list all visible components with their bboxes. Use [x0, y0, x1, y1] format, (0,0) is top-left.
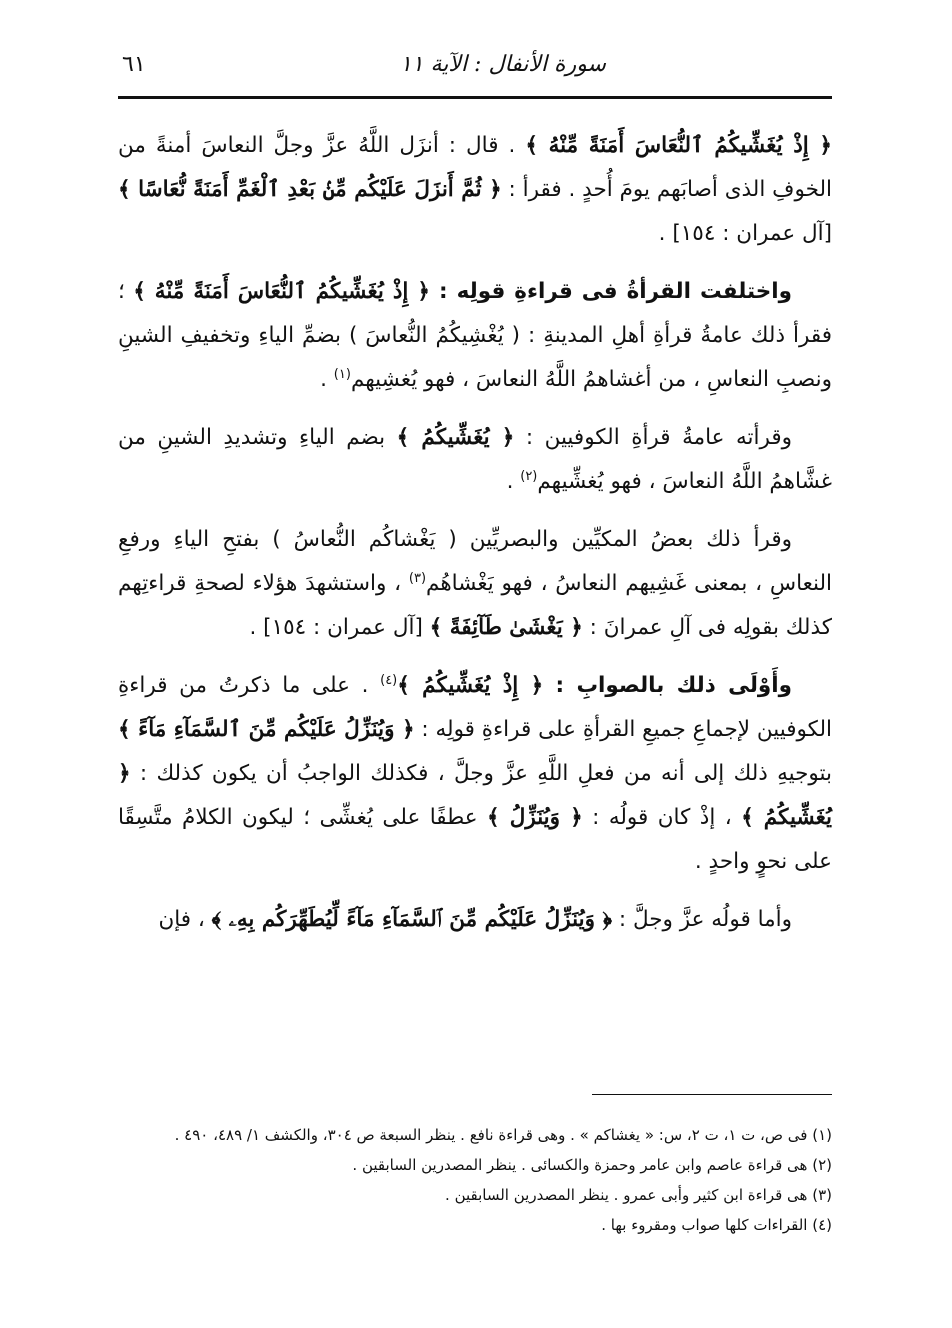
quran-quote: ﴿ إِذْ يُغَشِّيكُمُ ٱلنُّعَاسَ أَمَنَةً مِّنْهُ ﴾ [525, 133, 832, 158]
paragraph-lead: وأَوْلَى ذلك بالصوابِ : [543, 673, 792, 698]
text-run: ، واستشهدَ هؤلاء لصحةِ قراءتِهم كذلك بقولِه فى آلِ عمرانَ : [118, 571, 832, 640]
paragraph-6 [118, 898, 832, 942]
footnote-4: (٤) القراءات كلها صواب ومقروء بها . [601, 1216, 832, 1234]
text-run: بتوجيهِ ذلك إلى أنه من فعلِ اللَّهِ عزَّ وجلَّ ، فكذلك الواجبُ أن يكون كذلك : [130, 761, 832, 786]
text-run: . [506, 469, 521, 494]
footnote-3: (٣) هى قراءة ابن كثير وأبى عمرو . ينظر المصدرين السابقين . [445, 1186, 832, 1204]
page-number: ٦١ [122, 52, 146, 77]
quran-quote: ﴿ إِذْ يُغَشِّيكُمُ ٱلنُّعَاسَ أَمَنَةً مِّنْهُ ﴾ [133, 279, 430, 304]
header-rule [118, 96, 832, 99]
footnote-ref-1[interactable]: (١) [333, 366, 351, 382]
page-header [118, 48, 832, 92]
quran-quote: ﴿ ثُمَّ أَنزَلَ عَلَيْكُم مِّنۢ بَعْدِ ٱلْغَمِّ أَمَنَةً نُّعَاسًا ﴾ [118, 177, 502, 202]
text-run: . قال : أنزَل اللَّهُ عزَّ وجلَّ النعاسَ أمنةً من الخوفِ الذى أصابَهم يومَ أُحدٍ . فقرأ : [118, 133, 832, 202]
paragraph-4 [118, 518, 832, 650]
text-run: وأما قولُه عزَّ وجلَّ : [612, 907, 792, 932]
quran-quote: ﴿ يُغَشِّيكُمُ ﴾ [396, 425, 515, 450]
footnote-divider [592, 1094, 832, 1095]
running-title: سورة الأنفال : الآية ١١ [399, 52, 606, 77]
text-run: ؛ فقرأ ذلك عامةُ قرأةِ أهلِ المدينةِ : ( يُغْشِيكُمُ النُّعاسَ ) بضمِّ الياءِ وتخفيفِ الشينِ ونصبِ النعاسِ ، من أغشاهمُ اللَّهُ النعاسَ ، فهو يُغشِيهم [118, 279, 832, 392]
surah-citation: [آل عمران : ١٥٤] . [658, 221, 832, 246]
text-run: وقرأته عامةُ قرأةِ الكوفيين : [514, 425, 792, 450]
paragraph-lead: واختلفت القرأةُ فى قراءةِ قولِه : [430, 279, 792, 304]
paragraph-5 [118, 664, 832, 884]
text-run: عطفًا على يُغشِّى ؛ ليكون الكلامُ متَّسِقًا على نحوٍ واحدٍ . [118, 805, 832, 874]
footnotes [118, 1120, 832, 1240]
body-text [118, 124, 832, 956]
paragraph-2 [118, 270, 832, 402]
quran-quote: ﴿ وَيُنَزِّلُ عَلَيْكُم مِّنَ ٱلسَّمَآءِ مَآءً ﴾ [118, 717, 415, 742]
quran-quote: ﴿ إِذْ يُغَشِّيكُمُ ﴾ [397, 673, 544, 698]
text-run: . على ما ذكرتُ من قراءةِ الكوفيين لإجماعِ جميعِ القرأةِ على قراءةِ قولِه : [118, 673, 832, 742]
quran-quote: ﴿ يُغَشِّيكُمُ ﴾ [118, 761, 832, 830]
footnote-1: (١) فى ص، ت ١، ت ٢، س: « يغشاكم » . وهى قراءة نافع . ينظر السبعة ص ٣٠٤، والكشف ١/ ٤٨٩، ٤٩٠ . [174, 1126, 832, 1144]
footnote-ref-3[interactable]: (٣) [408, 570, 427, 586]
text-run: . [320, 367, 334, 392]
text-run: ، فإن [158, 907, 212, 932]
surah-citation: [آل عمران : ١٥٤] . [249, 615, 430, 640]
text-run: ، إذْ كان قولُه : [582, 805, 742, 830]
text-run: وقرأ ذلك بعضُ المكيِّين والبصريِّين ( يَغْشاكُم النُّعاسُ ) بفتحِ الياءِ ورفعِ النعاسِ ، بمعنى غَشِيهم النعاسُ ، فهو يَغْشاهُم [118, 527, 832, 596]
text-run: بضم الياءِ وتشديدِ الشينِ من غشَّاهمُ اللَّهُ النعاسَ ، فهو يُغشِّيهم [118, 425, 832, 494]
paragraph-3 [118, 416, 832, 504]
footnote-ref-2[interactable]: (٢) [520, 468, 538, 484]
footnote-2: (٢) هى قراءة عاصم وابن عامر وحمزة والكسائى . ينظر المصدرين السابقين . [352, 1156, 832, 1174]
footnote-ref-4[interactable]: (٤) [380, 672, 398, 688]
quran-quote: ﴿ وَيُنَزِّلُ ﴾ [487, 805, 583, 830]
quran-quote: ﴿ وَيُنَزِّلُ عَلَيْكُم مِّنَ ٱلسَّمَآءِ مَآءً لِّيُطَهِّرَكُم بِهِۦ ﴾ [211, 907, 613, 932]
paragraph-1 [118, 124, 832, 256]
quran-quote: ﴿ يَغْشَىٰ طَآئِفَةً ﴾ [429, 615, 583, 640]
